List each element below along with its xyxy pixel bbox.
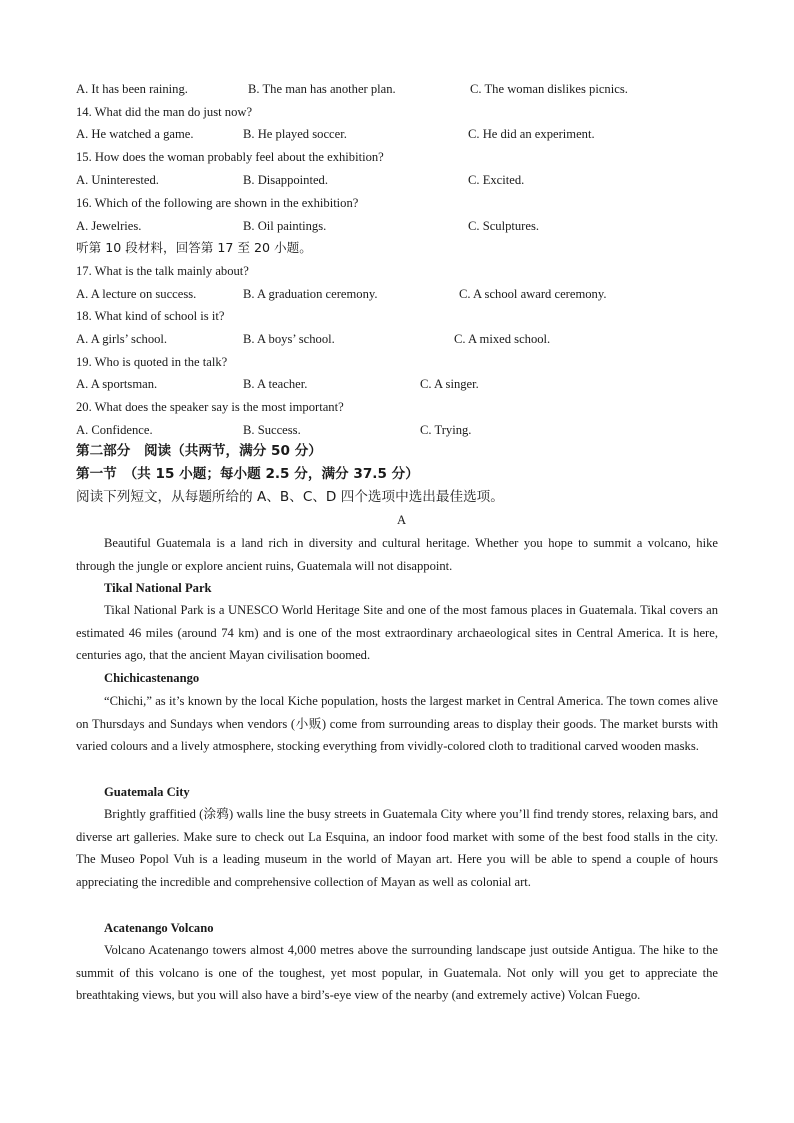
q18-option-c: C. A mixed school. [454, 332, 551, 346]
q14-option-b: B. He played soccer. [243, 127, 347, 141]
q19-option-b: B. A teacher. [243, 377, 308, 391]
heading-tikal: Tikal National Park [104, 581, 212, 595]
q19-option-a: A. A sportsman. [76, 377, 158, 391]
question-14: 14. What did the man do just now? [76, 105, 253, 119]
q16-option-c: C. Sculptures. [468, 219, 540, 233]
q16-option-a: A. Jewelries. [76, 219, 142, 233]
q17-option-c: C. A school award ceremony. [459, 287, 607, 301]
paragraph-tikal: Tikal National Park is a UNESCO World Heritage Site and one of the most famous places in Guatemala. Tikal covers an estimated 46 miles (around 74 km) and is one of the most extraordinary archaeological sites in Central America. It is here, centuries ago, that the ancient Mayan civilisation boomed. [76, 603, 718, 663]
q15-option-a: A. Uninterested. [76, 173, 159, 187]
question-20: 20. What does the speaker say is the most important? [76, 400, 344, 414]
part2-title: 第二部分 阅读（共两节，满分 50 分） [76, 443, 322, 459]
q16-option-b: B. Oil paintings. [243, 219, 327, 233]
paragraph-guatemala-city: Brightly graffitied (涂鸦) walls line the busy streets in Guatemala City where you’ll find trendy stores, relaxing bars, and diverse art galleries. Make sure to check out La Esquina, an indoor food market with some of the best food stalls in the city. The Museo Popol Vuh is a leading museum in the world of Mayan art. Here you will be able to spend a couple of hours appreciating the incredible and comprehensive collection of Mayan as well as colonial art. [76, 807, 718, 890]
passage-intro: Beautiful Guatemala is a land rich in diversity and cultural heritage. Whether you hope to summit a volcano, hike through the jungle or explore ancient ruins, Guatemala will not disappoint. [76, 536, 718, 573]
q20-option-b: B. Success. [243, 423, 301, 437]
question-18: 18. What kind of school is it? [76, 309, 225, 323]
heading-chichicastenango: Chichicastenango [104, 671, 200, 685]
q20-option-c: C. Trying. [420, 423, 472, 437]
q13-option-c: C. The woman dislikes picnics. [470, 82, 628, 96]
q20-option-a: A. Confidence. [76, 423, 153, 437]
question-17: 17. What is the talk mainly about? [76, 264, 249, 278]
q15-option-c: C. Excited. [468, 173, 525, 187]
q14-option-a: A. He watched a game. [76, 127, 194, 141]
q17-option-b: B. A graduation ceremony. [243, 287, 378, 301]
question-15: 15. How does the woman probably feel about the exhibition? [76, 150, 384, 164]
question-19: 19. Who is quoted in the talk? [76, 355, 228, 369]
q17-option-a: A. A lecture on success. [76, 287, 197, 301]
heading-acatenango: Acatenango Volcano [104, 921, 214, 935]
q15-option-b: B. Disappointed. [243, 173, 329, 187]
heading-guatemala-city: Guatemala City [104, 785, 190, 799]
listening-instruction: 听第 10 段材料，回答第 17 至 20 小题。 [76, 240, 312, 255]
reading-instruction: 阅读下列短文，从每题所给的 A、B、C、D 四个选项中选出最佳选项。 [76, 489, 504, 505]
section1-title: 第一节 （共 15 小题；每小题 2.5 分，满分 37.5 分） [76, 466, 419, 482]
paragraph-acatenango: Volcano Acatenango towers almost 4,000 metres above the surrounding landscape just outside Antigua. The hike to the summit of this volcano is one of the toughest, yet most popular, in Guatemala. Not only will you get to appreciate the breathtaking views, but you will also have a bird’s-eye view of the nearby (and extremely active) Volcan Fuego. [76, 943, 718, 1003]
q14-option-c: C. He did an experiment. [468, 127, 595, 141]
q18-option-a: A. A girls’ school. [76, 332, 168, 346]
q18-option-b: B. A boys’ school. [243, 332, 335, 346]
passage-label: A [396, 513, 407, 527]
q13-option-a: A. It has been raining. [76, 82, 188, 96]
paragraph-chichicastenango: “Chichi,” as it’s known by the local Kiche population, hosts the largest market in Central America. The town comes alive on Thursdays and Sundays when vendors (小贩) come from surrounding areas to display their goods. The market bursts with varied colours and a lively atmosphere, stocking everything from vividly-colored cloth to traditional carved wooden masks. [76, 694, 718, 754]
q19-option-c: C. A singer. [420, 377, 479, 391]
question-16: 16. Which of the following are shown in the exhibition? [76, 196, 359, 210]
q13-option-b: B. The man has another plan. [248, 82, 396, 96]
